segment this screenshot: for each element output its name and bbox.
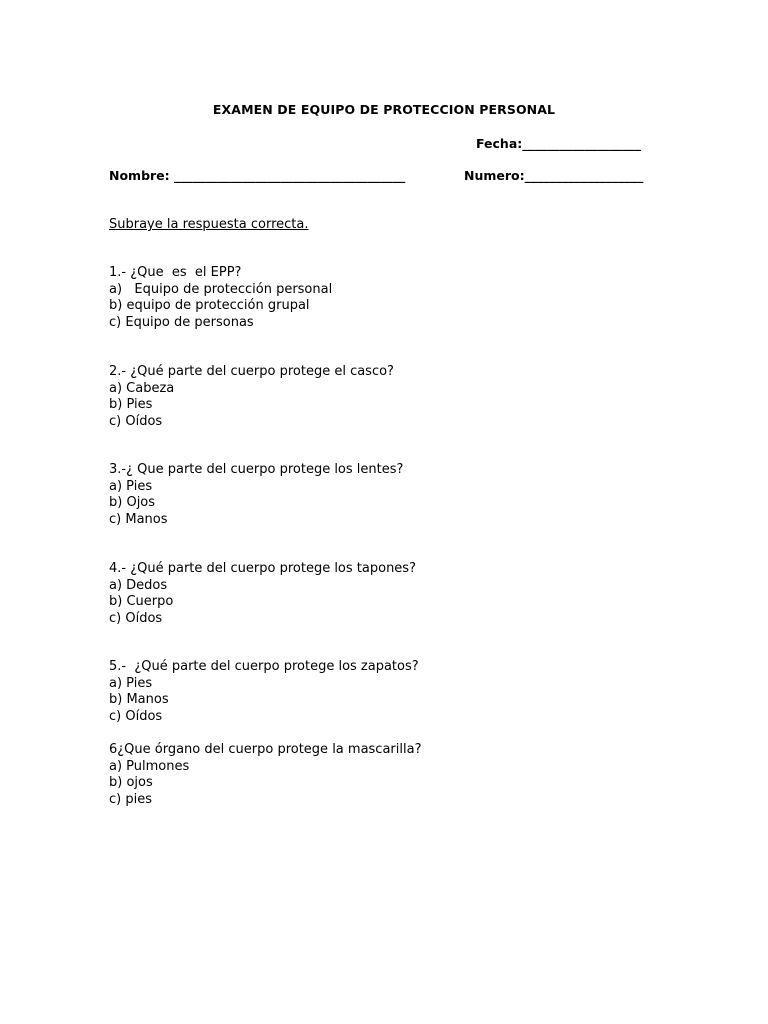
fecha-field: Fecha:___________________ <box>476 136 642 151</box>
question-3 <box>109 462 403 528</box>
answer-option: c) Manos <box>109 511 168 527</box>
answer-option: b) Manos <box>109 692 169 707</box>
question-prompt: 5.- ¿Qué parte del cuerpo protege los zapatos? <box>109 659 419 674</box>
nombre-field: Nombre: _____________________________________ <box>109 168 406 183</box>
question-prompt: 1.- ¿Que es el EPP? <box>109 265 242 280</box>
question-2 <box>109 364 394 430</box>
answer-option: a) Cabeza <box>109 380 175 396</box>
answer-option: a) Equipo de protección personal <box>109 281 333 297</box>
question-5 <box>109 659 419 725</box>
answer-option: c) Equipo de personas <box>109 314 254 330</box>
answer-option: a) Pies <box>109 675 153 691</box>
answer-option: c) Oídos <box>109 708 163 724</box>
instruction-text: Subraye la respuesta correcta. <box>109 217 309 232</box>
exam-title: EXAMEN DE EQUIPO DE PROTECCION PERSONAL <box>212 102 556 117</box>
question-6 <box>109 742 421 808</box>
answer-option: a) Pulmones <box>109 758 190 774</box>
answer-option: a) Pies <box>109 478 153 494</box>
answer-option: c) Oídos <box>109 413 163 429</box>
question-prompt: 6¿Que órgano del cuerpo protege la mascarilla? <box>109 742 422 757</box>
question-prompt: 4.- ¿Qué parte del cuerpo protege los tapones? <box>109 561 416 576</box>
question-4 <box>109 561 416 627</box>
question-prompt: 2.- ¿Qué parte del cuerpo protege el casco? <box>109 364 394 379</box>
answer-option: c) Oídos <box>109 610 163 626</box>
numero-field: Numero:___________________ <box>464 168 644 183</box>
answer-option: a) Dedos <box>109 577 168 593</box>
answer-option: c) pies <box>109 791 152 807</box>
answer-option: b) Ojos <box>109 495 156 510</box>
answer-option: b) Cuerpo <box>109 594 174 609</box>
question-1 <box>109 265 332 331</box>
question-prompt: 3.-¿ Que parte del cuerpo protege los lentes? <box>109 462 404 477</box>
answer-option: b) ojos <box>109 775 153 790</box>
answer-option: b) Pies <box>109 397 153 412</box>
answer-option: b) equipo de protección grupal <box>109 298 310 313</box>
